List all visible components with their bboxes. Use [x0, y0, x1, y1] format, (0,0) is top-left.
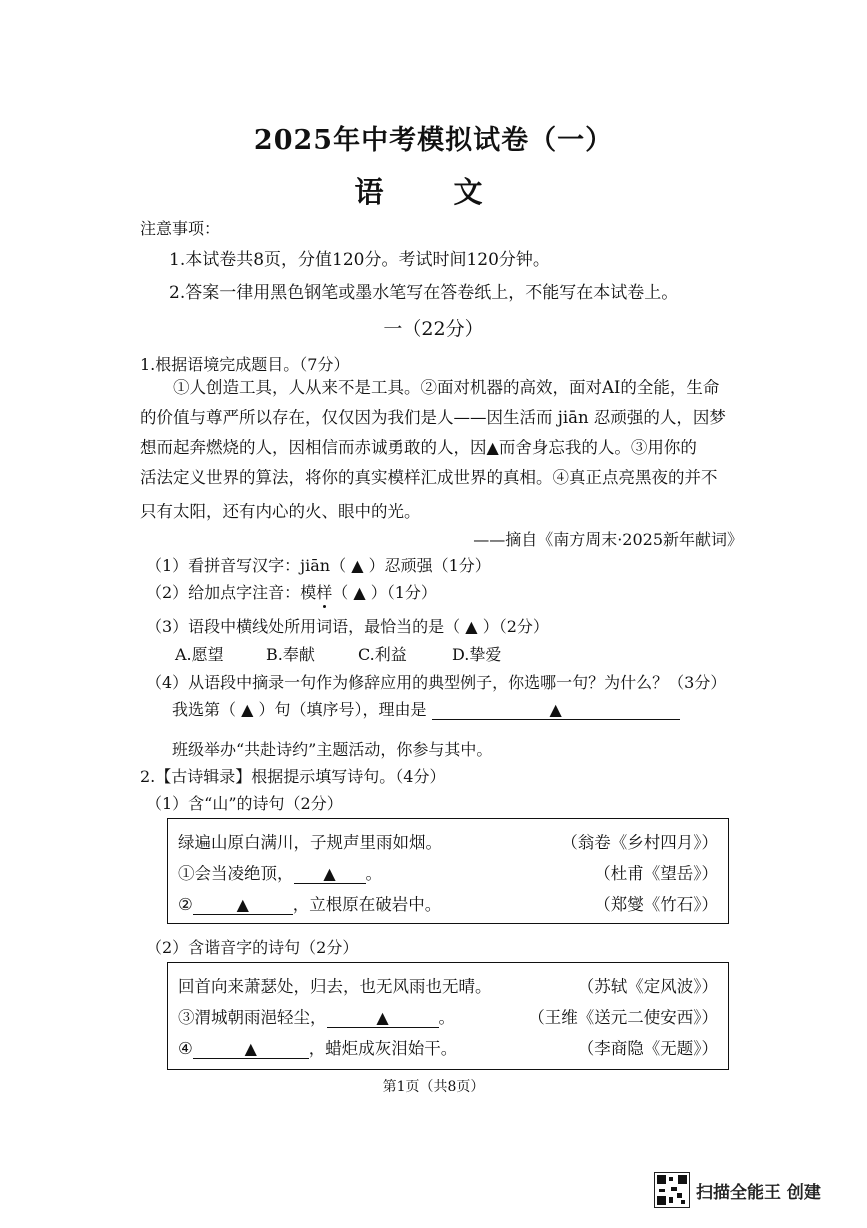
q1-option-d: D.挚爱 — [452, 645, 502, 664]
activity-intro: 班级举办“共赴诗约”主题活动，你参与其中。 — [172, 740, 493, 759]
blank-marker: ▲ — [486, 438, 499, 457]
q1-sub4: （4）从语段中摘录一句作为修辞应用的典型例子，你选哪一句？为什么？（3分） — [146, 673, 727, 692]
blank-marker: ▲ — [241, 700, 254, 719]
blank-marker: ▲ — [236, 895, 249, 914]
passage-line-4: 活法定义世界的算法，将你的真实模样汇成世界的真相。④真正点亮黑夜的并不 — [140, 468, 718, 487]
passage-line-5: 只有太阳，还有内心的火、眼中的光。 — [140, 502, 421, 521]
poem-line — [178, 1004, 455, 1028]
poem-post: 。 — [365, 864, 382, 883]
poem-row — [178, 1004, 718, 1032]
blank-marker: ▲ — [353, 583, 366, 602]
poem-pre: ③渭城朝雨浥轻尘， — [178, 1008, 327, 1027]
sub4-mid: ）句（填序号），理由是 — [258, 700, 427, 719]
poem-blank[interactable] — [193, 896, 293, 915]
q1-option-a: A.愿望 — [175, 645, 224, 664]
section-heading: 一（22分） — [383, 318, 484, 340]
poem-row — [178, 860, 718, 888]
poem-source: （李商隐《无题》） — [577, 1039, 718, 1058]
q1-sub4-answer — [172, 697, 680, 720]
q1-stem: 1.根据语境完成题目。（7分） — [140, 355, 350, 374]
poem-post: 。 — [438, 1008, 455, 1027]
sub4-prefix: 我选第（ — [172, 700, 237, 719]
scanner-watermark: 扫描全能王 创建 — [696, 1183, 821, 1203]
blank-marker: ▲ — [549, 700, 562, 719]
exam-title: 2025年中考模拟试卷（一） — [253, 125, 614, 156]
q1-option-c: C.利益 — [358, 645, 407, 664]
notice-item-2: 2.答案一律用黑色钢笔或墨水笔写在答卷纸上，不能写在本试卷上。 — [169, 283, 679, 303]
q1-sub2: （2）给加点字注音：模样（ ▲ ）（1分） — [146, 583, 437, 602]
poem-post: ，立根原在破岩中。 — [292, 895, 442, 914]
poem-source: （杜甫《望岳》） — [594, 864, 718, 883]
poem-pre: ② — [178, 895, 193, 914]
sub2-label: （2）给加点字注音： — [146, 583, 301, 602]
q2-stem: 2.【古诗辑录】根据提示填写诗句。（4分） — [140, 767, 446, 786]
poem-row — [178, 1035, 718, 1063]
blank-marker: ▲ — [244, 1039, 257, 1058]
poem-line — [178, 1035, 457, 1059]
q2-part1-heading: （1）含“山”的诗句（2分） — [146, 794, 343, 813]
poem-source: （郑燮《竹石》） — [594, 895, 718, 914]
passage-line-3 — [140, 433, 752, 463]
blank-marker: ▲ — [465, 617, 478, 636]
poem-row — [178, 829, 718, 857]
sub1-label: （1）看拼音写汉字：jiān（ — [146, 556, 347, 575]
page-number: 第1页（共8页） — [382, 1079, 485, 1095]
sub1-tail: ）忍顽强（1分） — [368, 556, 491, 575]
blank-marker: ▲ — [376, 1008, 389, 1027]
poem-line: 绿遍山原白满川，子规声里雨如烟。 — [178, 833, 442, 852]
q1-source: ——摘自《南方周末·2025新年献词》 — [473, 530, 743, 549]
poem-source: （苏轼《定风波》） — [577, 977, 718, 996]
sub3-tail: ）（2分） — [482, 617, 549, 636]
poem-blank[interactable] — [193, 1040, 309, 1059]
poem-post: ，蜡炬成灰泪始干。 — [308, 1039, 458, 1058]
poem-box-1 — [167, 818, 729, 924]
poem-line: 回首向来萧瑟处，归去，也无风雨也无晴。 — [178, 977, 492, 996]
answer-blank[interactable] — [432, 701, 680, 720]
passage-line-3b: 而舍身忘我的人。③用你的 — [498, 438, 697, 457]
q1-sub1 — [146, 553, 491, 576]
passage-line-1: ①人创造工具，人从来不是工具。②面对机器的高效，面对AI的全能，生命 — [173, 378, 720, 397]
blank-marker: ▲ — [323, 864, 336, 883]
poem-pre: ①会当凌绝顶， — [178, 864, 294, 883]
sub3-label: （3）语段中横线处所用词语，最恰当的是（ — [146, 617, 461, 636]
poem-row — [178, 891, 718, 919]
poem-line — [178, 891, 441, 915]
poem-row — [178, 973, 718, 1001]
q2-part2-heading: （2）含谐音字的诗句（2分） — [146, 938, 359, 957]
sub2-word: 模 — [300, 583, 317, 602]
notice-item-1: 1.本试卷共8页，分值120分。考试时间120分钟。 — [169, 250, 550, 270]
q1-option-b: B.奉献 — [266, 645, 315, 664]
blank-marker: ▲ — [351, 556, 364, 575]
poem-source: （翁卷《乡村四月》） — [561, 833, 718, 852]
poem-line — [178, 860, 382, 884]
notice-heading: 注意事项： — [140, 219, 221, 238]
subject-title: 语 文 — [354, 175, 513, 209]
q1-sub3 — [146, 614, 549, 637]
poem-pre: ④ — [178, 1039, 193, 1058]
sub2-tail: （1分） — [386, 583, 437, 602]
poem-blank[interactable] — [294, 865, 366, 884]
q1-passage — [140, 373, 752, 527]
poem-box-2 — [167, 962, 729, 1070]
poem-source: （王维《送元二使安西》） — [528, 1008, 718, 1027]
sub2-dotted-char: 样 — [316, 583, 333, 602]
poem-blank[interactable] — [327, 1009, 439, 1028]
qr-code-icon — [654, 1172, 690, 1208]
passage-line-2: 的价值与尊严所以存在，仅仅因为我们是人——因生活而 jiān 忍顽强的人，因梦 — [140, 408, 726, 427]
passage-line-3a: 想而起奔燃烧的人，因相信而赤诚勇敢的人，因 — [140, 438, 487, 457]
